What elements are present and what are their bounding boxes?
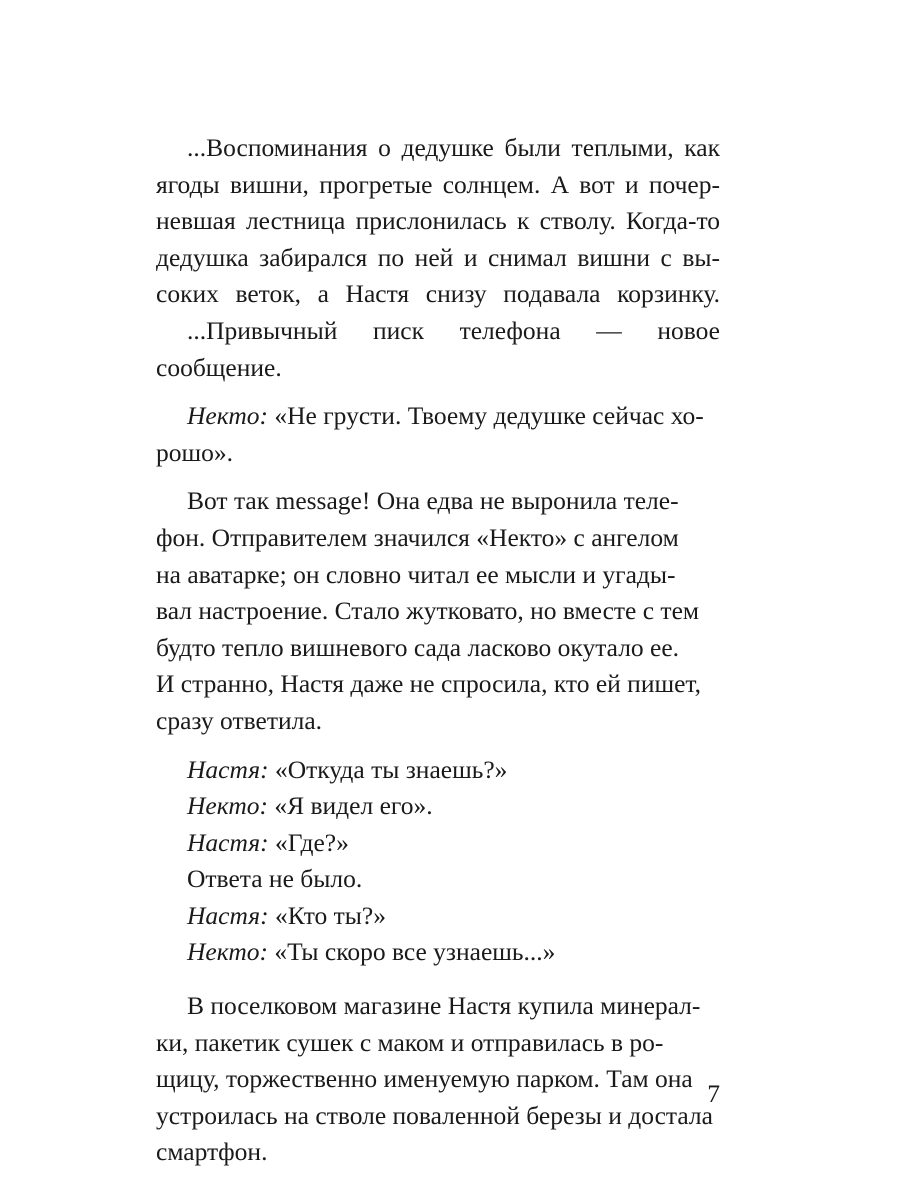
chat-line <box>156 788 720 825</box>
chat-line <box>156 934 720 971</box>
chat-text: «Ты скоро все узнаешь...» <box>267 937 556 967</box>
paragraph-village-shop: В поселковом магазине Настя купила минерал- ки, пакетик сушек с маком и отправилась в ро- щицу, торжественно именуемую парком. Там она устроилась на стволе поваленной березы и достала смартфон. <box>156 991 713 1167</box>
speaker-label: Настя: <box>187 827 269 857</box>
chat-text: «Где?» <box>268 827 349 857</box>
chat-line <box>156 752 720 789</box>
chat-text: «Откуда ты знаешь?» <box>268 754 508 784</box>
chat-text: Ответа не было. <box>187 864 363 894</box>
message-some-one-1: Некто: «Не грусти. Твоему дедушке сейчас хо- рошо». <box>156 401 704 467</box>
speaker-label: Некто: <box>187 401 268 431</box>
speaker-label: Некто: <box>187 791 268 821</box>
book-page-text <box>156 130 720 1171</box>
paragraph-message-reaction: Вот так message! Она едва не выронила теле- фон. Отправителем значился «Некто» с ангелом на аватарке; он словно читал ее мысли и угады- вал настроение. Стало жутковато, но вместе с тем будто тепло вишневого сада ласково окутало ее. И странно, Настя даже не спросила, кто ей пишет, сразу ответила. <box>156 486 702 735</box>
chat-line <box>156 898 720 935</box>
speaker-label: Настя: <box>187 900 269 930</box>
paragraph-phone-beep: ...Привычный писк телефона — новое сообщение. <box>156 315 720 382</box>
chat-line <box>156 861 720 898</box>
speaker-label: Настя: <box>187 754 269 784</box>
page-number: 7 <box>707 1079 720 1108</box>
chat-line <box>156 825 720 862</box>
chat-text: «Кто ты?» <box>268 900 387 930</box>
chat-text: «Я видел его». <box>267 791 433 821</box>
paragraph-memories: ...Воспоминания о дедушке были теплыми, как ягоды вишни, прогретые солнцем. А вот и почер- невшая лестница прислонилась к стволу. Когда-то дедушка забирался по ней и снимал вишни с вы- соких веток, а Настя снизу подавала корзинку. <box>156 133 720 309</box>
speaker-label: Некто: <box>187 937 268 967</box>
